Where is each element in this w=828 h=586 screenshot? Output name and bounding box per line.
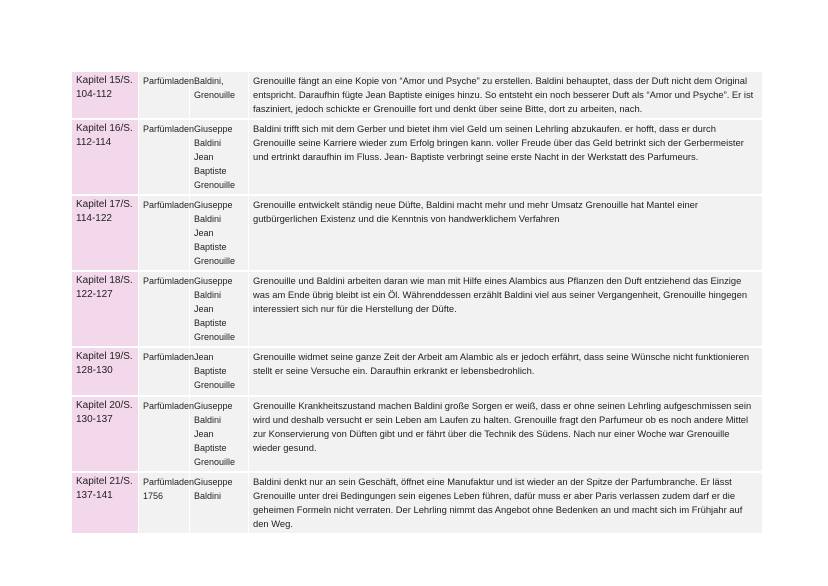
place-cell: Parfümladen bbox=[139, 348, 189, 395]
persons-cell bbox=[190, 473, 248, 533]
persons-cell bbox=[190, 72, 248, 118]
place-cell: Parfümladen bbox=[139, 272, 189, 346]
chapter-pages: 104-112 bbox=[76, 89, 112, 100]
chapter-pages: 128-130 bbox=[76, 365, 113, 376]
person-name: Baldini bbox=[194, 214, 222, 224]
chapter-cell bbox=[72, 473, 138, 533]
person-name: Baptiste bbox=[194, 443, 227, 453]
chapter-label: Kapitel 20/S. bbox=[76, 400, 133, 411]
summary-cell: Grenouille entwickelt ständig neue Düfte, Baldini macht mehr und mehr Umsatz Grenouille hat Mantel einer gutbürgerlichen Existenz und die Kenntnis von handwerklichem Verfahren bbox=[249, 196, 762, 270]
person-name: Grenouille bbox=[194, 380, 236, 390]
place-cell: Parfümladen bbox=[139, 397, 189, 471]
table-row bbox=[72, 272, 762, 346]
table-row bbox=[72, 473, 762, 533]
chapter-label: Kapitel 15/S. bbox=[76, 75, 133, 86]
person-name: Baldini bbox=[194, 415, 222, 425]
person-name: Jean bbox=[194, 152, 214, 162]
person-name: Giuseppe bbox=[194, 124, 233, 134]
chapter-label: Kapitel 21/S. bbox=[76, 476, 133, 487]
person-name: Baptiste bbox=[194, 242, 227, 252]
person-name: Grenouille bbox=[194, 256, 236, 266]
place-cell: Parfümladen bbox=[139, 196, 189, 270]
persons-cell bbox=[190, 397, 248, 471]
chapter-pages: 122-127 bbox=[76, 289, 113, 300]
place-cell: Parfümladen 1756 bbox=[139, 473, 189, 533]
person-name: Jean bbox=[194, 304, 214, 314]
person-name: Giuseppe bbox=[194, 401, 233, 411]
table-row bbox=[72, 196, 762, 270]
chapter-pages: 114-122 bbox=[76, 213, 112, 224]
persons-cell bbox=[190, 196, 248, 270]
summary-cell: Baldini denkt nur an sein Geschäft, öffnet eine Manufaktur und ist wieder an der Spitze der Parfumbranche. Er lässt Grenouille unter drei Bedingungen sein eigenes Leben führen, dafür muss er aber Paris verlassen zudem darf er die geheimen Formeln nicht verraten. Der Lehrling nimmt das Angebot ohne Bedenken an und macht sich im Frühjahr auf den Weg. bbox=[249, 473, 762, 533]
place-cell: Parfümladen bbox=[139, 120, 189, 194]
person-name: Giuseppe bbox=[194, 276, 233, 286]
table-row bbox=[72, 397, 762, 471]
chapter-pages: 130-137 bbox=[76, 414, 113, 425]
chapter-label: Kapitel 16/S. bbox=[76, 123, 133, 134]
chapter-label: Kapitel 18/S. bbox=[76, 275, 133, 286]
persons-cell bbox=[190, 272, 248, 346]
place-cell: Parfümladen bbox=[139, 72, 189, 118]
chapter-pages: 112-114 bbox=[76, 137, 112, 148]
chapter-pages: 137-141 bbox=[76, 490, 113, 501]
persons-cell bbox=[190, 120, 248, 194]
person-name: Jean bbox=[194, 228, 214, 238]
chapter-cell bbox=[72, 348, 138, 395]
person-name: Baldini bbox=[194, 491, 222, 501]
chapter-cell bbox=[72, 397, 138, 471]
table-row bbox=[72, 120, 762, 194]
person-name: Giuseppe bbox=[194, 200, 233, 210]
chapter-label: Kapitel 19/S. bbox=[76, 351, 133, 362]
summary-cell: Grenouille fängt an eine Kopie von “Amor und Psyche” zu erstellen. Baldini behauptet, dass der Duft nicht dem Original entspricht. Daraufhin fügte Jean Baptiste einiges hinzu. So entsteht ein noch besserer Duft als “Amor und Psyche”. Er ist fasziniert, jedoch schickte er Grenouille fort und denkt über seine Bitte, dort zu arbeiten, nach. bbox=[249, 72, 762, 118]
person-name: Baptiste bbox=[194, 166, 227, 176]
person-name: Jean bbox=[194, 352, 214, 362]
chapter-label: Kapitel 17/S. bbox=[76, 199, 133, 210]
person-name: Baldini bbox=[194, 138, 222, 148]
person-name: Baptiste bbox=[194, 366, 227, 376]
chapter-summary-table bbox=[71, 70, 763, 535]
person-name: Baldini, bbox=[194, 76, 224, 86]
chapter-cell bbox=[72, 120, 138, 194]
summary-cell: Baldini trifft sich mit dem Gerber und bietet ihm viel Geld um seinen Lehrling abzukaufen. er hofft, dass er durch Grenouille seine Karriere wieder zum Erfolg bringen kann. voller Freude über das Geld betrinkt sich der Gerbermeister und ertrinkt daraufhin im Fluss. Jean- Baptiste verbringt seine erste Nacht in der Werkstatt des Parfumeurs. bbox=[249, 120, 762, 194]
person-name: Grenouille bbox=[194, 457, 236, 467]
person-name: Grenouille bbox=[194, 180, 236, 190]
table-row bbox=[72, 72, 762, 118]
person-name: Baldini bbox=[194, 290, 222, 300]
person-name: Jean bbox=[194, 429, 214, 439]
person-name: Baptiste bbox=[194, 318, 227, 328]
summary-cell: Grenouille widmet seine ganze Zeit der Arbeit am Alambic als er jedoch erfährt, dass seine Wünsche nicht funktionieren stellt er seine Versuche ein. Daraufhin erkrankt er lebensbedrohlich. bbox=[249, 348, 762, 395]
summary-cell: Grenouille Krankheitszustand machen Baldini große Sorgen er weiß, dass er ohne seinen Lehrling aufgeschmissen sein wird und deshalb versucht er sein Leben am Laufen zu halten. Grenouille fragt den Parfumeur ob es noch andere Mittel zur Konservierung von Düften gibt und er fährt über die Technik des Südens. Nach nur einer Woche war Grenouille wieder gesund. bbox=[249, 397, 762, 471]
person-name: Giuseppe bbox=[194, 477, 233, 487]
chapter-cell bbox=[72, 272, 138, 346]
table-row bbox=[72, 348, 762, 395]
person-name: Grenouille bbox=[194, 332, 236, 342]
chapter-cell bbox=[72, 72, 138, 118]
person-name: Grenouille bbox=[194, 90, 236, 100]
persons-cell bbox=[190, 348, 248, 395]
summary-cell: Grenouille und Baldini arbeiten daran wie man mit Hilfe eines Alambics aus Pflanzen den Duft entziehend das Einzige was am Ende übrig bleibt ist ein Öl. Währenddessen erzählt Baldini viel aus seiner Vergangenheit, Grenouille hingegen interessiert sich nur für die Herstellung der Düfte. bbox=[249, 272, 762, 346]
chapter-cell bbox=[72, 196, 138, 270]
